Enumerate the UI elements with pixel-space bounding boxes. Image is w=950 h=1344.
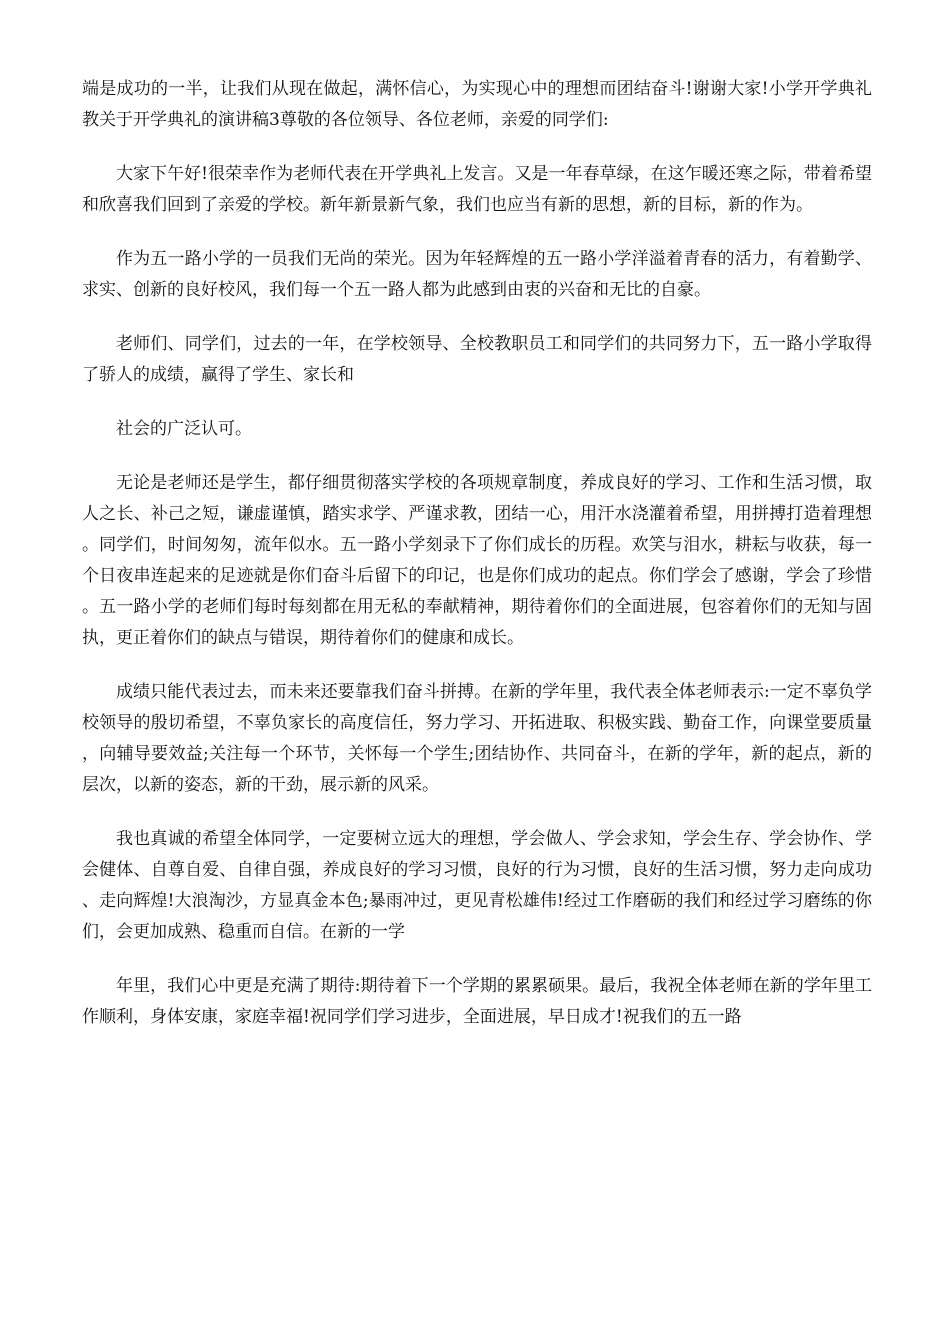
document-paragraph: 端是成功的一半，让我们从现在做起，满怀信心，为实现心中的理想而团结奋斗!谢谢大家!小学开学典礼教关于开学典礼的演讲稿3尊敬的各位领导、各位老师，亲爱的同学们:	[82, 79, 872, 130]
document-paragraph: 老师们、同学们，过去的一年，在学校领导、全校教职员工和同学们的共同努力下，五一路小学取得了骄人的成绩，赢得了学生、家长和	[82, 334, 872, 385]
document-body	[82, 74, 872, 1033]
document-paragraph: 无论是老师还是学生，都仔细贯彻落实学校的各项规章制度，养成良好的学习、工作和生活习惯，取人之长、补己之短，谦虚谨慎，踏实求学、严谨求教，团结一心，用汗水浇灌着希望，用拼搏打造着理想。同学们，时间匆匆，流年似水。五一路小学刻录下了你们成长的历程。欢笑与泪水，耕耘与收获，每一个日夜串连起来的足迹就是你们奋斗后留下的印记，也是你们成功的起点。你们学会了感谢，学会了珍惜。五一路小学的老师们每时每刻都在用无私的奉献精神，期待着你们的全面进展，包容着你们的无知与固执，更正着你们的缺点与错误，期待着你们的健康和成长。	[82, 473, 872, 648]
document-paragraph: 成绩只能代表过去，而未来还要靠我们奋斗拼搏。在新的学年里，我代表全体老师表示:一定不辜负学校领导的殷切希望，不辜负家长的高度信任，努力学习、开拓进取、积极实践、勤奋工作，向课堂要质量，向辅导要效益;关注每一个环节，关怀每一个学生;团结协作、共同奋斗，在新的学年，新的起点，新的层次，以新的姿态，新的干劲，展示新的风采。	[82, 682, 872, 795]
document-paragraph: 作为五一路小学的一员我们无尚的荣光。因为年轻辉煌的五一路小学洋溢着青春的活力，有着勤学、求实、创新的良好校风，我们每一个五一路人都为此感到由衷的兴奋和无比的自豪。	[82, 249, 872, 300]
document-paragraph: 年里，我们心中更是充满了期待:期待着下一个学期的累累硕果。最后，我祝全体老师在新的学年里工作顺利，身体安康，家庭幸福!祝同学们学习进步，全面进展，早日成才!祝我们的五一路	[82, 976, 872, 1027]
document-paragraph: 社会的广泛认可。	[116, 419, 252, 439]
document-paragraph: 我也真诚的希望全体同学，一定要树立远大的理想，学会做人、学会求知，学会生存、学会协作、学会健体、自尊自爱、自律自强，养成良好的学习习惯，良好的行为习惯，良好的生活习惯，努力走向成功、走向辉煌!大浪淘沙，方显真金本色;暴雨冲过，更见青松雄伟!经过工作磨砺的我们和经过学习磨练的你们，会更加成熟、稳重而自信。在新的一学	[82, 829, 872, 942]
document-paragraph: 大家下午好!很荣幸作为老师代表在开学典礼上发言。又是一年春草绿，在这乍暖还寒之际，带着希望和欣喜我们回到了亲爱的学校。新年新景新气象，我们也应当有新的思想，新的目标，新的作为。	[82, 164, 872, 215]
